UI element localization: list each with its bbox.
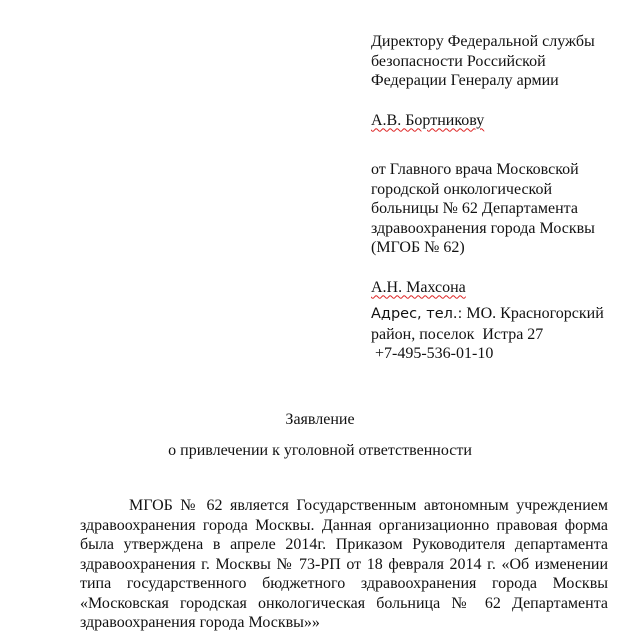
body-line: здравоохранения города Москвы»» xyxy=(80,614,320,631)
body-line: типа государственного бюджетного здравоохранения города Москвы xyxy=(80,575,608,592)
recipient-name: А.В. Бортникову xyxy=(371,111,485,129)
contact-block xyxy=(371,304,636,364)
contact-address-line2: район, поселок Истра 27 xyxy=(371,325,544,343)
recipient-line: Федерации Генералу армии xyxy=(371,72,559,89)
recipient-line: Директору Федеральной службы xyxy=(371,33,595,50)
sender-line: (МГОБ № 62) xyxy=(371,239,465,256)
sender-block xyxy=(371,160,636,297)
document-subtitle: о привлечении к уголовной ответственности xyxy=(168,442,472,459)
sender-name: А.Н. Махсона xyxy=(371,278,466,296)
recipient-line: безопасности Российской xyxy=(371,52,546,70)
body-line: здравоохранения г. Москвы № 73-РП от 18 февраля 2014 г. «Об изменении xyxy=(80,555,608,573)
body-line: здравоохранения города Москвы. Данная организационно правовая форма xyxy=(80,516,608,534)
sender-line: больницы № 62 Департамента xyxy=(371,200,578,217)
sender-line: от Главного врача Московской xyxy=(371,161,579,178)
document-title: Заявление xyxy=(285,411,355,428)
body-line: была утверждена в апреле 2014г. Приказом Руководителя департамента xyxy=(80,536,608,553)
body-paragraph xyxy=(80,496,608,633)
contact-label: Адрес, тел.: xyxy=(371,306,463,322)
body-line: МГОБ № 62 является Государственным автономным учреждением xyxy=(129,497,608,514)
body-line: «Московская городская онкологическая больница № 62 Департамента xyxy=(80,594,608,612)
contact-address-line1: МО. Красногорский xyxy=(462,305,604,322)
recipient-block xyxy=(371,32,636,130)
sender-line: здравоохранения города Москвы xyxy=(371,219,595,237)
contact-phone: +7-495-536-01-10 xyxy=(371,345,494,362)
sender-line: городской онкологической xyxy=(371,180,553,198)
